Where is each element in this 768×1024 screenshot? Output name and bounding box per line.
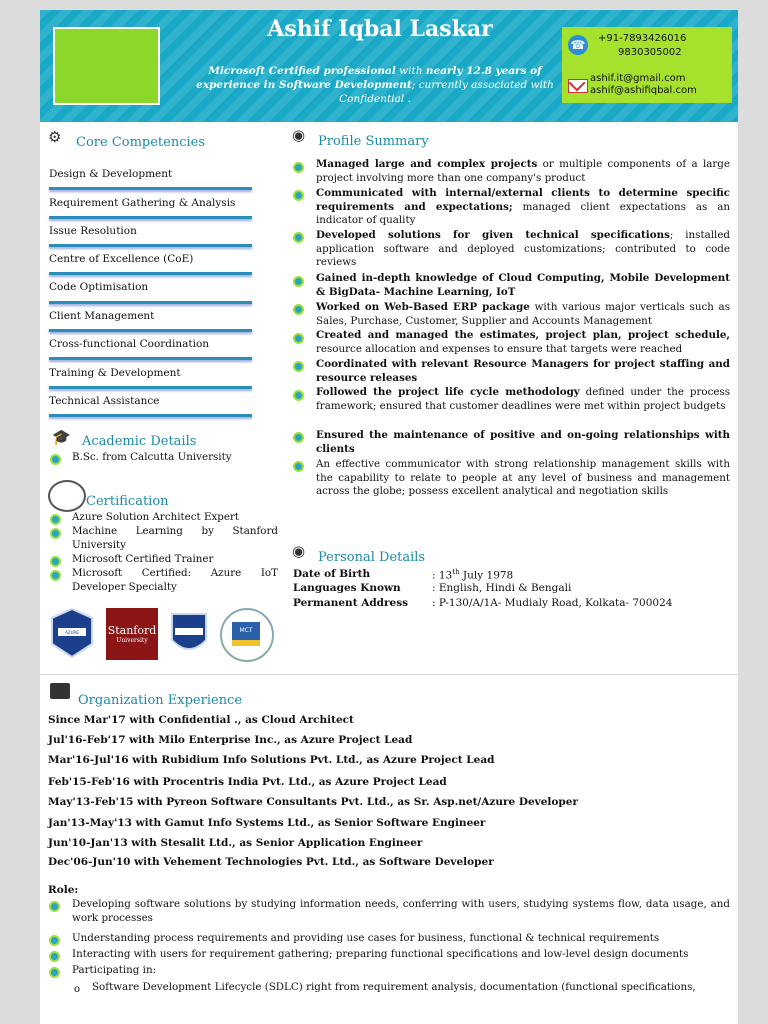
pd-label: Permanent Address (293, 597, 409, 609)
azure-iot-badge (168, 608, 210, 658)
profile-item (316, 329, 730, 356)
competency-item: Cross-functional Coordination (49, 338, 210, 350)
profile-item (316, 429, 730, 456)
competency-item: Centre of Excellence (CoE) (49, 253, 194, 265)
profile-item-bold: Worked on Web-Based ERP package (316, 301, 530, 313)
certification-title: Certification (86, 494, 169, 509)
pd-value-tail: July 1978 (459, 569, 514, 582)
competency-divider (49, 357, 252, 360)
job-entry: Jan'13-May'13 with Gamut Info Systems Ltd., as Senior Software Engineer (48, 817, 486, 829)
bullet-icon (293, 304, 304, 315)
role-item: Interacting with users for requirement gathering; preparing functional specifications and low-level design documents (72, 948, 689, 960)
pd-label: Date of Birth (293, 568, 371, 580)
certified-seal-icon (48, 480, 86, 512)
profile-item (316, 358, 730, 385)
competency-divider (49, 244, 252, 247)
bullet-icon (293, 461, 304, 472)
bullet-icon (293, 333, 304, 344)
competency-divider (49, 414, 252, 417)
svg-text:AZURE: AZURE (65, 630, 79, 635)
competency-item: Design & Development (49, 168, 173, 180)
profile-item (316, 458, 730, 499)
organization-experience-title: Organization Experience (78, 693, 243, 708)
mct-badge: MCT (220, 608, 274, 662)
job-entry: Feb'15-Feb'16 with Procentris India Pvt. Ltd., as Azure Project Lead (48, 776, 447, 788)
profile-item (316, 229, 730, 270)
person-head-icon: ◉ (292, 542, 306, 560)
pd-label: Languages Known (293, 582, 401, 594)
role-item: Understanding process requirements and providing use cases for business, functional & technical requirements (72, 932, 660, 944)
profile-item-bold: Developed solutions for given technical specifications (316, 229, 670, 241)
profile-item-text: resource allocation and expenses to ensure that targets were reached (316, 342, 683, 355)
profile-item-bold: Communicated with internal/external clients to determine specific requirements and expectations; (316, 187, 730, 213)
certification-item: Azure Solution Architect Expert (72, 511, 240, 523)
job-entry: Dec'06-Jun'10 with Vehement Technologies Pvt. Ltd., as Software Developer (48, 856, 494, 868)
job-entry: Jun'10-Jan'13 with Stesalit Ltd., as Senior Application Engineer (48, 837, 423, 849)
bullet-icon (50, 454, 61, 465)
competency-item: Client Management (49, 310, 155, 322)
email-addresses (590, 73, 697, 97)
profile-item-text: defined under the process framework; ensured that customer deadlines were met within project budgets (316, 386, 730, 412)
bullet-icon (293, 232, 304, 243)
tagline-bold-2: nearly 12.8 years of experience in Software Development (196, 65, 542, 91)
academic-item: B.Sc. from Calcutta University (72, 451, 232, 463)
profile-item-bold: Followed the project life cycle methodology (316, 386, 580, 398)
profile-item (316, 158, 730, 185)
profile-item-bold: Ensured the maintenance of positive and on-going relationships with clients (316, 429, 730, 455)
job-entry: May'13-Feb'15 with Pyreon Software Consultants Pvt. Ltd., as Sr. Asp.net/Azure Developer (48, 796, 578, 808)
hollow-bullet-icon: o (74, 984, 81, 995)
tagline-bold-1: Microsoft Certified professional (208, 65, 396, 77)
profile-head-icon: ◉ (292, 126, 306, 144)
bullet-icon (49, 935, 60, 946)
header-banner (40, 10, 738, 122)
role-sub-item: Software Development Lifecycle (SDLC) right from requirement analysis, documentation (functional specifications, (92, 981, 696, 993)
profile-summary-title: Profile Summary (318, 134, 429, 149)
competency-item: Code Optimisation (49, 281, 149, 293)
profile-item-bold: Coordinated with relevant Resource Managers for project staffing and resource releases (316, 358, 730, 384)
bullet-icon (293, 190, 304, 201)
email-2[interactable]: ashif@ashifiqbal.com (590, 85, 697, 96)
competency-divider (49, 301, 252, 304)
role-item: Developing software solutions by studying information needs, conferring with users, studying systems flow, data usage, and work processes (72, 898, 730, 924)
profile-item-text: An effective communicator with strong relationship management skills with the capability to relate to people at any level of business and management across the globe; possess excellent analytical and negotiation skills (316, 458, 730, 497)
competency-divider (49, 329, 252, 332)
role-item: Participating in: (72, 964, 157, 976)
bullet-icon (50, 556, 61, 567)
job-entry: Jul'16-Feb'17 with Milo Enterprise Inc., as Azure Project Lead (48, 734, 413, 746)
role-title: Role: (48, 884, 79, 896)
phone-2: 9830305002 (618, 47, 682, 58)
bullet-icon (293, 276, 304, 287)
bullet-icon (293, 390, 304, 401)
bullet-icon (50, 528, 61, 539)
tagline-text-2: ; currently associated with Confidential . (339, 79, 554, 105)
certification-item: Machine Learning by Stanford University (72, 525, 278, 551)
tagline-text-1: with (395, 65, 426, 77)
profile-item (316, 272, 730, 299)
core-competencies-title: Core Competencies (76, 135, 206, 150)
job-entry: Since Mar'17 with Confidential ., as Cloud Architect (48, 714, 354, 726)
competency-item: Training & Development (49, 367, 181, 379)
competency-item: Technical Assistance (49, 395, 160, 407)
azure-architect-badge (50, 608, 94, 658)
personal-details-title: Personal Details (318, 550, 426, 565)
resume-page (40, 10, 738, 1024)
briefcase-icon (50, 683, 70, 699)
profile-photo (53, 27, 160, 105)
academic-details-title: Academic Details (82, 434, 197, 449)
profile-item-text: ; installed application software and deployed customizations; contributed to code reviews (316, 229, 731, 268)
job-entry: Mar'16-Jul'16 with Rubidium Info Solutions Pvt. Ltd., as Azure Project Lead (48, 754, 495, 766)
graduation-cap-icon: 🎓 (52, 428, 71, 446)
phone-icon: ☎ (568, 35, 588, 55)
competency-divider (49, 272, 252, 275)
profile-item (316, 386, 730, 413)
email-icon (568, 79, 588, 93)
section-divider (40, 674, 738, 675)
bullet-icon (49, 901, 60, 912)
competency-item: Issue Resolution (49, 225, 137, 237)
competency-divider (49, 216, 252, 219)
profile-item-text: or multiple components of a large project involving more than one company's product (316, 158, 730, 184)
competency-divider (49, 386, 252, 389)
tagline (190, 64, 560, 106)
phone-numbers (598, 32, 686, 60)
stanford-logo: Stanford University (106, 608, 158, 660)
email-1[interactable]: ashif.it@gmail.com (590, 73, 686, 84)
profile-item (316, 301, 730, 328)
certification-item: Microsoft Certified: Azure IoT Developer Specialty (72, 567, 278, 593)
profile-item-bold: Created and managed the estimates, project plan, project schedule, (316, 329, 730, 341)
competency-item: Requirement Gathering & Analysis (49, 197, 236, 209)
bullet-icon (50, 514, 61, 525)
certification-item: Microsoft Certified Trainer (72, 553, 214, 565)
candidate-name: Ashif Iqbal Laskar (267, 16, 493, 42)
pd-value-text: : 13 (432, 569, 453, 582)
pd-value-sup: th (452, 568, 460, 576)
profile-item-text: with various major verticals such as Sales, Purchase, Customer, Supplier and Accounts Management (316, 301, 730, 327)
pd-value: : P-130/A/1A- Mudialy Road, Kolkata- 700024 (432, 597, 673, 609)
bullet-icon (293, 432, 304, 443)
profile-item-bold: Gained in-depth knowledge of Cloud Computing, Mobile Development & BigData- Machine Learning, IoT (316, 272, 730, 298)
gears-icon: ⚙ (48, 128, 62, 146)
profile-item-text: managed client expectations as an indicator of quality (316, 200, 730, 226)
bullet-icon (293, 162, 304, 173)
pd-value: : English, Hindi & Bengali (432, 582, 572, 594)
bullet-icon (49, 967, 60, 978)
pd-value (432, 568, 513, 582)
competency-divider (49, 187, 252, 190)
bullet-icon (49, 951, 60, 962)
profile-item (316, 187, 730, 228)
contact-box (562, 27, 732, 103)
bullet-icon (50, 570, 61, 581)
phone-1: +91-7893426016 (598, 33, 687, 44)
bullet-icon (293, 361, 304, 372)
profile-item-bold: Managed large and complex projects (316, 158, 538, 170)
